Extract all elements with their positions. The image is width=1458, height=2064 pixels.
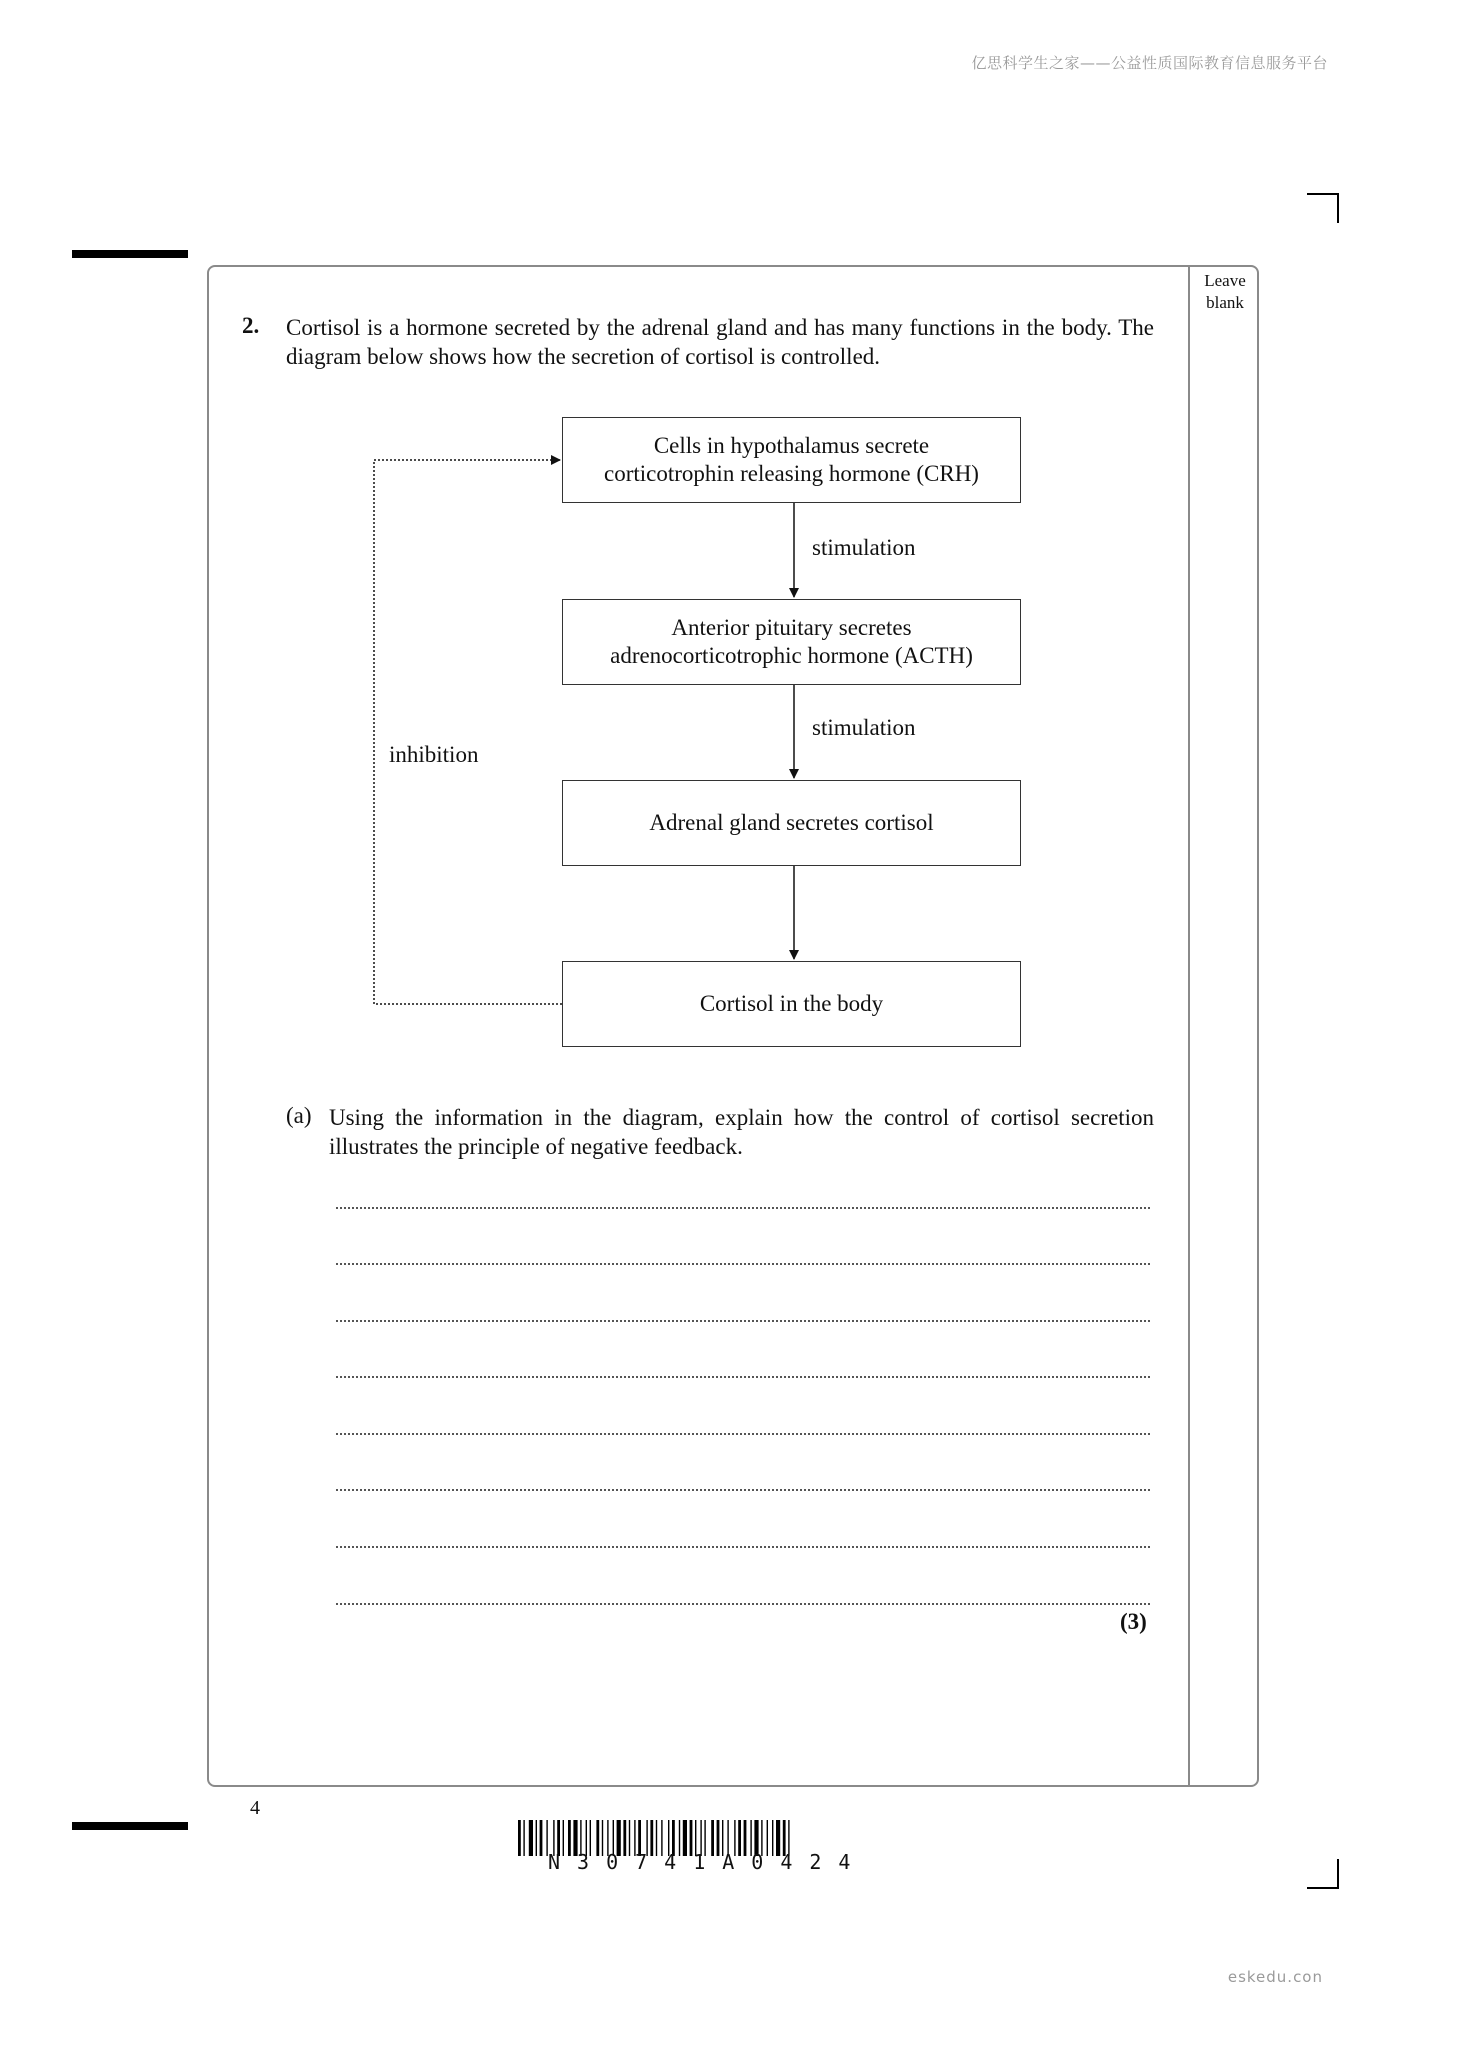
box-hypothalamus-line2: corticotrophin releasing hormone (CRH) (604, 461, 979, 486)
barcode-bar (540, 1820, 543, 1856)
box-pituitary-line1: Anterior pituitary secretes (671, 615, 912, 640)
label-stimulation-2: stimulation (812, 715, 916, 740)
marks-label: (3) (1120, 1609, 1147, 1634)
label-stimulation-1: stimulation (812, 535, 916, 560)
barcode-bar (529, 1820, 533, 1856)
question-number: 2. (242, 313, 260, 338)
label-inhibition: inhibition (389, 742, 479, 767)
barcode-bar (523, 1820, 524, 1856)
site-watermark: eskedu.con (1227, 1968, 1323, 1986)
barcode-bar (518, 1820, 521, 1856)
barcode-code: N30741A0424 (548, 1850, 868, 1874)
arrow-inhibition-feedback (374, 460, 562, 1004)
box-adrenal-line1: Adrenal gland secretes cortisol (649, 810, 934, 835)
leave-blank-label: Leave blank (1204, 271, 1246, 312)
answer-line[interactable] (336, 1320, 1150, 1322)
answer-line[interactable] (336, 1603, 1150, 1605)
box-pituitary-line2: adrenocorticotrophic hormone (ACTH) (610, 643, 973, 668)
part-a-label: (a) (286, 1103, 312, 1128)
answer-line[interactable] (336, 1263, 1150, 1265)
page-number: 4 (250, 1797, 260, 1819)
answer-line[interactable] (336, 1546, 1150, 1548)
question-stem: Cortisol is a hormone secreted by the adrenal gland and has many functions in the body. The diagram below shows how the secretion of cortisol is controlled. (286, 315, 1154, 369)
watermark-text: 亿思科学生之家——公益性质国际教育信息服务平台 (971, 54, 1328, 72)
answer-line[interactable] (336, 1489, 1150, 1491)
answer-line[interactable] (336, 1433, 1150, 1435)
barcode-bar (536, 1820, 537, 1856)
box-cortisol-line1: Cortisol in the body (699, 991, 884, 1016)
answer-line[interactable] (336, 1207, 1150, 1209)
part-a-text: Using the information in the diagram, explain how the control of cortisol secretion illustrates the principle of negative feedback. (329, 1105, 1154, 1159)
answer-line[interactable] (336, 1376, 1150, 1378)
box-hypothalamus-line1: Cells in hypothalamus secrete (653, 433, 930, 458)
